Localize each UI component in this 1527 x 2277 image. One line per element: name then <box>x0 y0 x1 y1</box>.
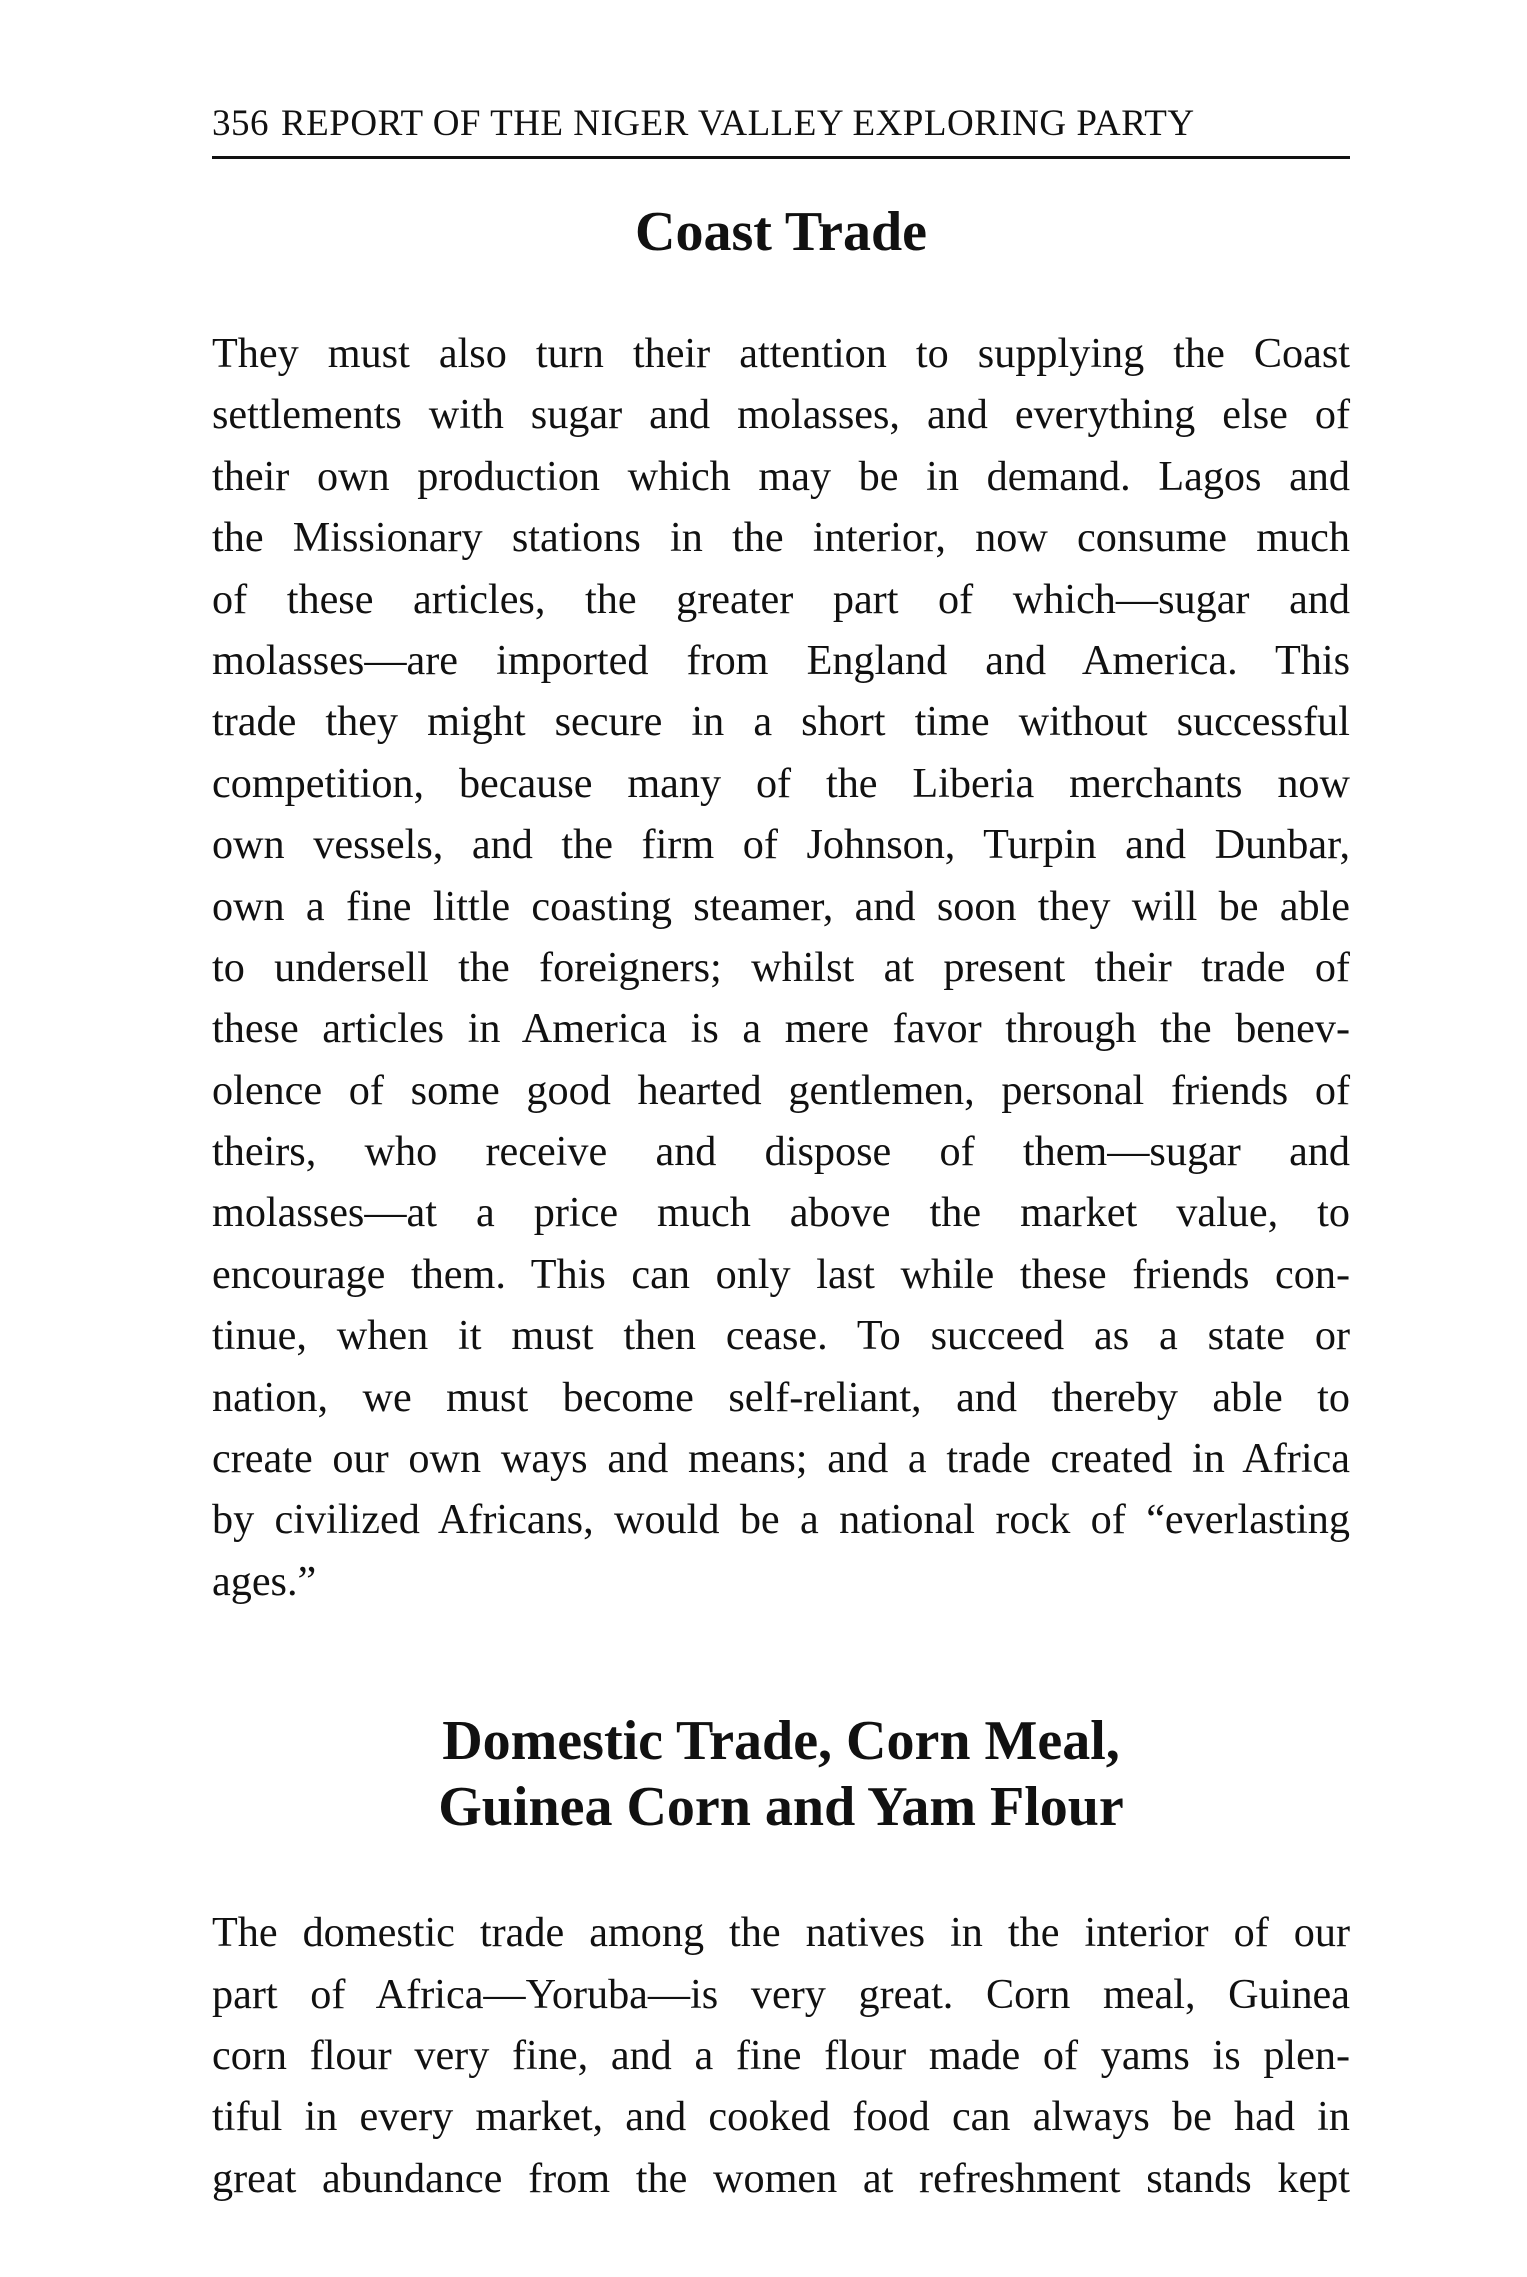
text-line: tiful in every market, and cooked food can always be had in <box>212 2093 1350 2141</box>
text-line: create our own ways and means; and a trade created in Africa <box>212 1435 1350 1483</box>
text-line: encourage them. This can only last while these friends con- <box>212 1250 1350 1298</box>
heading-line: Domestic Trade, Corn Meal, <box>442 1710 1120 1773</box>
text-line: own vessels, and the firm of Johnson, Turpin and Dunbar, <box>212 821 1350 869</box>
text-line: competition, because many of the Liberia merchants now <box>212 759 1350 807</box>
heading-line: Guinea Corn and Yam Flour <box>438 1776 1124 1839</box>
running-head-title: REPORT OF THE NIGER VALLEY EXPLORING PARTY <box>281 103 1195 144</box>
text-line: tinue, when it must then cease. To succeed as a state or <box>212 1312 1350 1360</box>
text-line: by civilized Africans, would be a national rock of “everlasting <box>212 1496 1350 1544</box>
text-line: part of Africa—Yoruba—is very great. Corn meal, Guinea <box>212 1970 1350 2018</box>
text-line: settlements with sugar and molasses, and everything else of <box>212 391 1350 439</box>
book-page <box>212 105 1350 2209</box>
page-number: 356 <box>212 103 269 144</box>
text-line: great abundance from the women at refreshment stands kept <box>212 2154 1350 2202</box>
paragraph-coast-trade <box>212 323 1350 1612</box>
text-line: molasses—are imported from England and America. This <box>212 636 1350 684</box>
text-line: to undersell the foreigners; whilst at present their trade of <box>212 943 1350 991</box>
text-line: trade they might secure in a short time without successful <box>212 698 1350 746</box>
text-line: the Missionary stations in the interior, now consume much <box>212 514 1350 562</box>
text-line: theirs, who receive and dispose of them—sugar and <box>212 1128 1350 1176</box>
running-head <box>212 105 1350 159</box>
text-line: their own production which may be in demand. Lagos and <box>212 452 1350 500</box>
text-line: ages.” <box>212 1557 317 1605</box>
paragraph-domestic-trade <box>212 1902 1350 2209</box>
text-line: of these articles, the greater part of which—sugar and <box>212 575 1350 623</box>
text-line: own a fine little coasting steamer, and soon they will be able <box>212 882 1350 930</box>
text-line: olence of some good hearted gentlemen, personal friends of <box>212 1066 1350 1114</box>
text-line: corn flour very fine, and a fine flour made of yams is plen- <box>212 2031 1350 2079</box>
text-line: molasses—at a price much above the market value, to <box>212 1189 1350 1237</box>
text-line: The domestic trade among the natives in the interior of our <box>212 1909 1350 1957</box>
section-heading-coast-trade: Coast Trade <box>635 201 927 263</box>
text-line: They must also turn their attention to supplying the Coast <box>212 330 1350 377</box>
text-line: nation, we must become self-reliant, and thereby able to <box>212 1373 1350 1421</box>
text-line: these articles in America is a mere favor through the benev- <box>212 1005 1350 1053</box>
section-heading-domestic-trade <box>212 1708 1350 1840</box>
